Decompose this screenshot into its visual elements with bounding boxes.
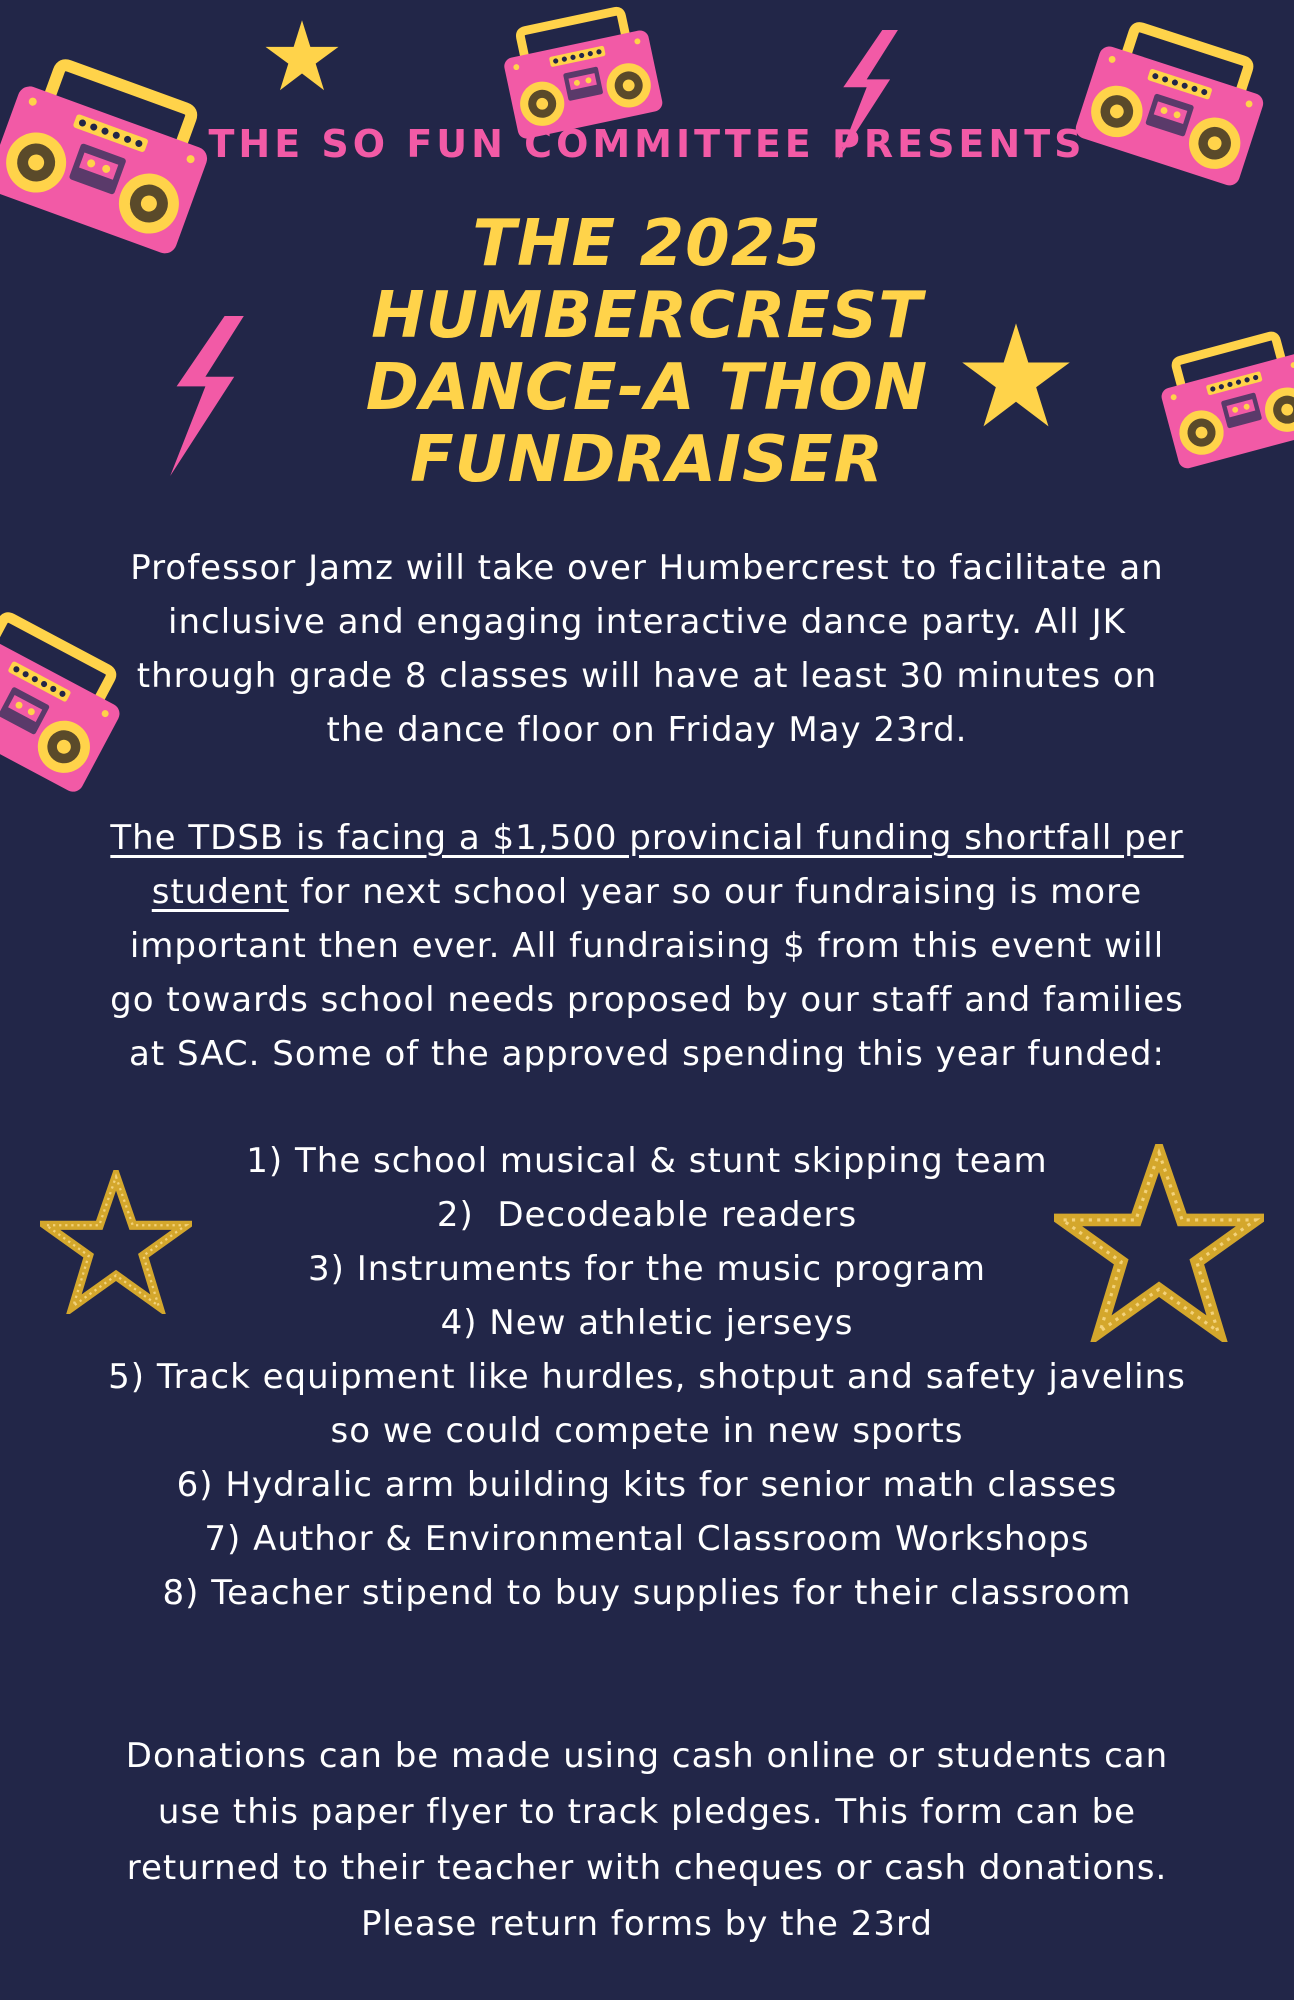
list-item: 8) Teacher stipend to buy supplies for their classroom [162, 1573, 1132, 1613]
boombox-icon [1070, 20, 1270, 200]
list-item: 1) The school musical & stunt skipping team [246, 1141, 1048, 1181]
list-item: so we could compete in new sports [330, 1411, 964, 1451]
funding-shortfall-emphasis: The TDSB is facing a $1,500 provincial funding shortfall per [110, 818, 1184, 858]
donations-paragraph [0, 1728, 1294, 1952]
list-item: 2) Decodeable readers [436, 1195, 858, 1235]
boombox-icon [0, 58, 208, 278]
title-line: THE 2025 [472, 207, 822, 281]
boombox-icon [498, 2, 668, 142]
text-line: at SAC. Some of the approved spending this year funded: [129, 1034, 1165, 1074]
list-item: 7) Author & Environmental Classroom Workshops [204, 1519, 1090, 1559]
list-item: 3) Instruments for the music program [308, 1249, 986, 1289]
boombox-icon [1160, 326, 1294, 486]
spending-list [0, 1134, 1294, 1620]
text-line: go towards school needs proposed by our staff and families [110, 980, 1184, 1020]
title-line: DANCE-A THON [365, 351, 929, 425]
star-icon [264, 20, 340, 92]
funding-shortfall-emphasis: student [151, 872, 289, 912]
text-line: Donations can be made using cash online or students can [125, 1736, 1169, 1776]
list-item: 5) Track equipment like hurdles, shotput and safety javelins [108, 1357, 1186, 1397]
presenter-line: THE SO FUN COMMITTEE PRESENTS [208, 122, 1086, 166]
text-line: through grade 8 classes will have at least 30 minutes on [136, 656, 1158, 696]
text-line: important then ever. All fundraising $ from this event will [129, 926, 1165, 966]
title-line: HUMBERCREST [371, 279, 923, 353]
text-line: Professor Jamz will take over Humbercrest to facilitate an [130, 548, 1164, 588]
text-line: inclusive and engaging interactive dance party. All JK [168, 602, 1126, 642]
event-title [347, 208, 947, 496]
list-item: 6) Hydralic arm building kits for senior math classes [176, 1465, 1118, 1505]
text-line: Please return forms by the 23rd [360, 1904, 934, 1944]
title-line: FUNDRAISER [409, 423, 885, 497]
text-line: use this paper flyer to track pledges. This form can be [157, 1792, 1137, 1832]
lightning-bolt-icon [168, 316, 246, 476]
text-line: for next school year so our fundraising is more [288, 872, 1143, 912]
text-line: the dance floor on Friday May 23rd. [326, 710, 968, 750]
star-icon [960, 322, 1072, 430]
intro-paragraph [0, 541, 1294, 757]
text-line: returned to their teacher with cheques or cash donations. [126, 1848, 1168, 1888]
list-item: 4) New athletic jerseys [440, 1303, 854, 1343]
funding-paragraph [0, 811, 1294, 1081]
